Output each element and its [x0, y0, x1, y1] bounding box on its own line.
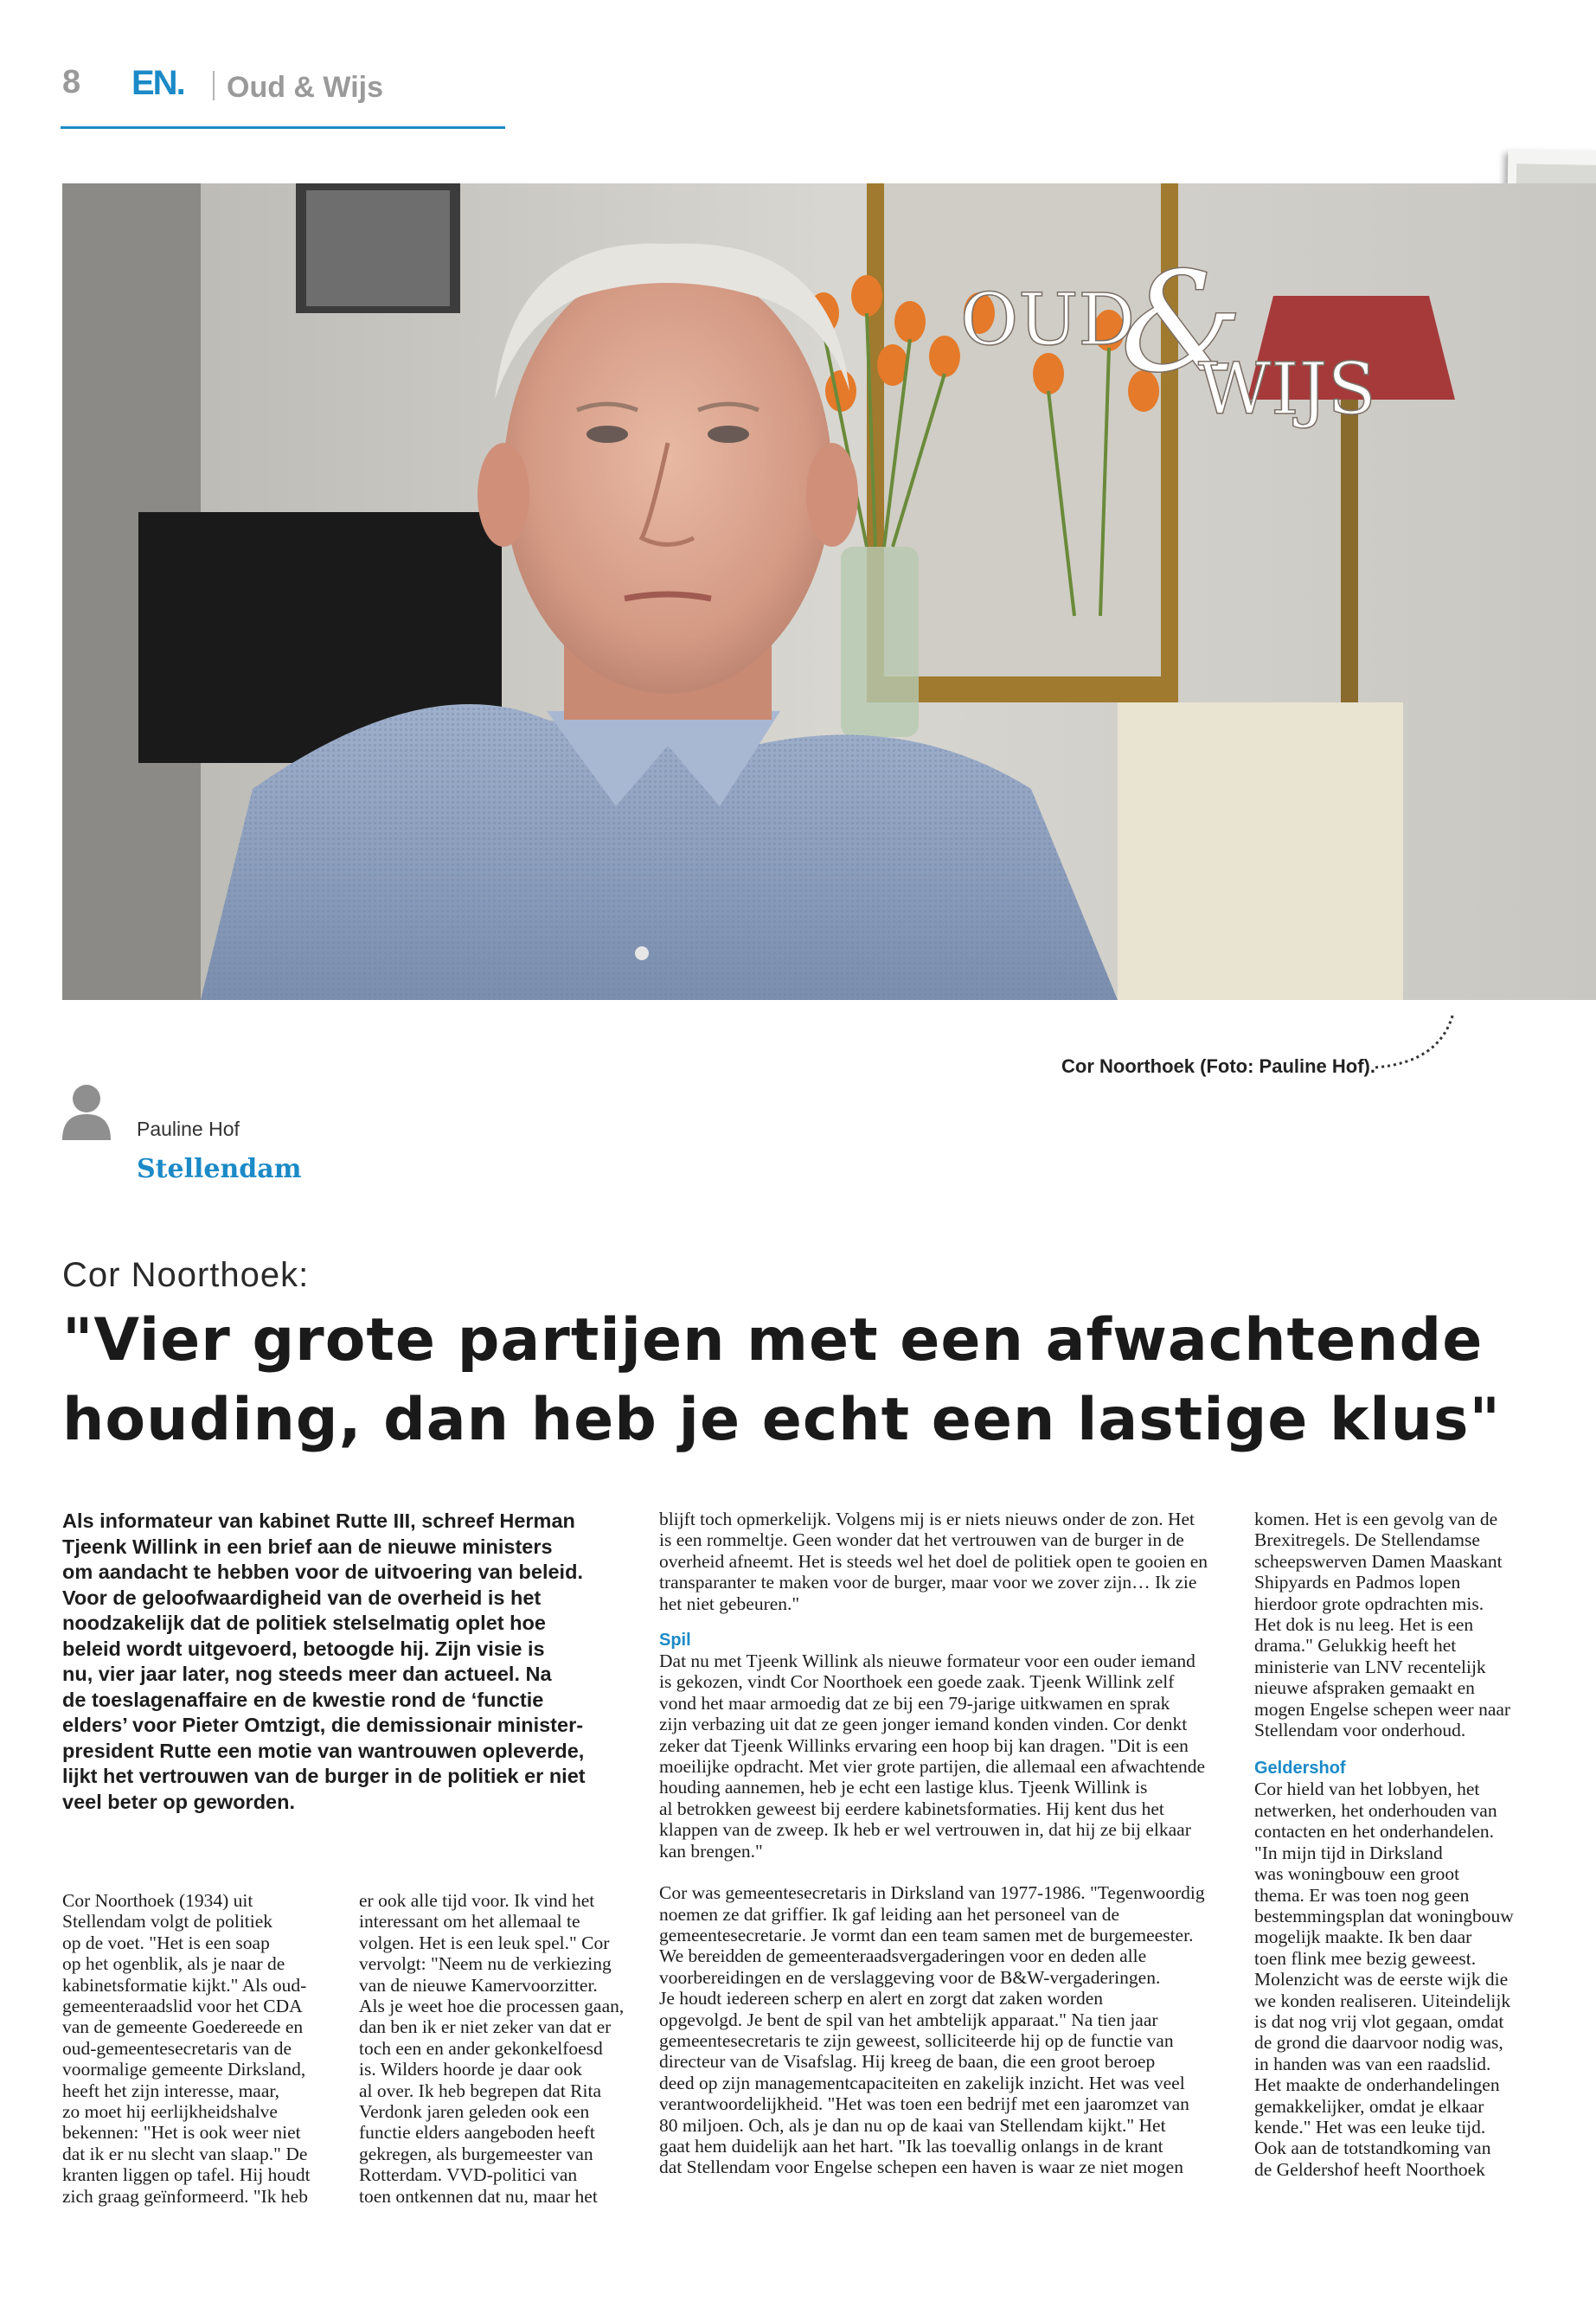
- body-line: mogen Engelse schepen weer naar: [1254, 1698, 1511, 1720]
- body-line: mogelijk maakte. Ik ben daar: [1254, 1926, 1472, 1948]
- body-line: kranten liggen op tafel. Hij houdt: [62, 2164, 311, 2186]
- body-line: thema. Er was toen nog geen: [1254, 1884, 1470, 1906]
- headline-line: "Vier grote partijen met een afwachtende: [62, 1306, 1484, 1375]
- body-line: op het ogenblik, als je naar de: [62, 1953, 285, 1975]
- body-line: kan brengen.": [659, 1840, 763, 1862]
- body-line: hierdoor grote opdrachten mis.: [1254, 1593, 1484, 1614]
- body-line: Het dok is nu leeg. Het is een: [1254, 1614, 1474, 1636]
- body-line: drama." Gelukkig heeft het: [1254, 1635, 1457, 1657]
- body-line: kabinetsformatie kijkt." Als oud-: [62, 1974, 307, 1996]
- body-line: zich graag geïnformeerd. "Ik heb: [62, 2185, 308, 2207]
- body-line: functie elders aangeboden heeft: [359, 2122, 595, 2144]
- body-line: Rotterdam. VVD-politici van: [359, 2164, 578, 2186]
- body-line: vervolgt: "Neem nu de verkiezing: [359, 1953, 612, 1975]
- body-line: houding aannemen, heb je echt een lastige klus. Tjeenk Willink is: [659, 1777, 1148, 1798]
- publication-logo: EN.: [131, 64, 184, 102]
- body-line: is dat nog vrij vlot gegaan, omdat: [1254, 2010, 1504, 2032]
- body-line: we konden realiseren. Uiteindelijk: [1254, 1990, 1511, 2011]
- body-line: toch een en ander gekonkelfoesd: [359, 2037, 603, 2059]
- body-line: de Geldershof heeft Noorthoek: [1254, 2158, 1485, 2180]
- intro-line: om aandacht te hebben voor de uitvoering van beleid.: [62, 1561, 583, 1583]
- body-line: Als je weet hoe die processen gaan,: [359, 1996, 625, 2017]
- intro-line: elders’ voor Pieter Omtzigt, die demissionair minister-: [62, 1714, 584, 1736]
- svg-text:OUD: OUD: [960, 279, 1136, 362]
- body-line: al betrokken geweest bij eerdere kabinetsformaties. Hij kent dus het: [659, 1798, 1164, 1819]
- intro-line: beleid wordt uitgevoerd, betoogde hij. Zijn visie is: [62, 1637, 545, 1660]
- body-line: Shipyards en Padmos lopen: [1254, 1572, 1461, 1593]
- body-line: Verdonk jaren geleden ook een: [359, 2101, 590, 2123]
- svg-text:WIJS: WIJS: [1198, 349, 1376, 431]
- headline: [62, 1301, 1550, 1460]
- subheading-spil: Spil: [659, 1631, 691, 1650]
- body-line: bekennen: "Het is ook weer niet: [62, 2122, 301, 2144]
- header-rule: [61, 126, 505, 129]
- body-line: 80 miljoen. Och, als je dan nu op de kaai van Stellendam kijkt." Het: [659, 2114, 1166, 2136]
- body-line: Stellendam voor onderhoud.: [1254, 1720, 1466, 1741]
- body-line: het niet gebeuren.": [659, 1593, 800, 1614]
- headline-line: houding, dan heb je echt een lastige klus": [62, 1386, 1501, 1454]
- article-intro: [62, 1509, 633, 1815]
- body-line: gemeenteraadslid voor het CDA: [62, 1996, 303, 2017]
- intro-line: lijkt het vertrouwen van de burger in de politiek er niet: [62, 1765, 586, 1787]
- body-line: scheepswerven Damen Maaskant: [1254, 1550, 1503, 1572]
- body-line: Brexitregels. De Stellendamse: [1254, 1529, 1480, 1551]
- body-line: kende." Het was een leuke tijd.: [1254, 2116, 1486, 2138]
- body-line: gemeentesecretaris te zijn geweest, solliciteerde hij op de functie van: [659, 2029, 1174, 2051]
- body-line: We bereidden de gemeenteraadsvergaderingen voor en deden alle: [659, 1945, 1147, 1967]
- body-line: van de nieuwe Kamervoorzitter.: [359, 1974, 598, 1996]
- body-line: netwerken, het onderhouden van: [1254, 1799, 1497, 1821]
- body-line: is gekozen, vindt Cor Noorthoek een goede zaak. Tjeenk Willink zelf: [659, 1671, 1175, 1693]
- body-line: Je houdt iedereen scherp en alert en zorgt dat zaken worden: [659, 1988, 1103, 2009]
- body-line: verantwoordelijkheid. "Het was toen een bedrijf met een jaaromzet van: [659, 2093, 1189, 2115]
- body-column-4: [1254, 1509, 1514, 2180]
- body-line: transparanter te maken voor de burger, maar voor we zover zijn… Ik zie: [659, 1572, 1197, 1593]
- header-separator: [213, 71, 215, 100]
- body-line: is. Wilders hoorde je daar ook: [359, 2059, 582, 2080]
- body-line: heeft het zijn interesse, maar,: [62, 2080, 280, 2101]
- body-line: de grond die daarvoor nodig was,: [1254, 2032, 1503, 2054]
- body-line: ministerie van LNV recentelijk: [1254, 1656, 1486, 1677]
- body-column-3: [659, 1509, 1208, 2178]
- body-column-2: [359, 1890, 624, 2207]
- body-line: oud-gemeentesecretaris van de: [62, 2037, 292, 2059]
- body-line: deed op zijn managementcapaciteiten en zakelijk inzicht. Het was veel: [659, 2072, 1185, 2093]
- body-line: vond het maar armoedig dat ze bij een 79-jarige uitkwamen en sprak: [659, 1692, 1170, 1714]
- body-line: in handen was van een raadslid.: [1254, 2053, 1491, 2074]
- oud-wijs-logo: [960, 249, 1445, 431]
- body-line: voormalige gemeente Dirksland,: [62, 2059, 306, 2080]
- author-avatar-icon: [62, 1083, 111, 1140]
- body-line: Cor Noorthoek (1934) uit: [62, 1890, 253, 1911]
- svg-text:&: &: [1120, 249, 1244, 403]
- intro-line: president Rutte een motie van wantrouwen opleverde,: [62, 1739, 585, 1762]
- body-line: komen. Het is een gevolg van de: [1254, 1509, 1498, 1529]
- body-line: moeilijke opdracht. Met vier grote partijen, die allemaal een afwachtende: [659, 1756, 1205, 1778]
- body-line: toen ontkennen dat nu, maar het: [359, 2185, 598, 2207]
- body-line: Ook aan de totstandkoming van: [1254, 2138, 1491, 2159]
- body-line: dan ben ik er niet zeker van dat er: [359, 2016, 612, 2038]
- body-line: Het maakte de onderhandelingen: [1254, 2074, 1500, 2096]
- intro-line: Als informateur van kabinet Rutte III, schreef Herman: [62, 1509, 575, 1532]
- intro-line: nu, vier jaar later, nog steeds meer dan actueel. Na: [62, 1663, 552, 1685]
- body-line: volgen. Het is een leuk spel." Cor: [359, 1932, 610, 1953]
- body-line: overheid afneemt. Het is steeds wel het doel de politiek open te gooien en: [659, 1550, 1208, 1572]
- body-line: gemeentesecretarie. Je vormt dan een team samen met de burgemeester.: [659, 1924, 1194, 1945]
- body-line: blijft toch opmerkelijk. Volgens mij is er niets nieuws onder de zon. Het: [659, 1509, 1195, 1529]
- body-column-1: [62, 1890, 311, 2207]
- body-line: Dat nu met Tjeenk Willink als nieuwe formateur voor een ouder iemand: [659, 1650, 1195, 1672]
- intro-line: Tjeenk Willink in een brief aan de nieuwe ministers: [62, 1535, 553, 1558]
- intro-line: de toeslagenaffaire en de kwestie rond de ‘functie: [62, 1688, 544, 1711]
- body-line: dat ik er nu slecht van slaap." De: [62, 2143, 308, 2164]
- body-line: toen flink mee bezig geweest.: [1254, 1947, 1477, 1969]
- body-line: directeur van de Visafslag. Hij kreeg de baan, die een groot beroep: [659, 2051, 1156, 2073]
- body-line: nieuwe afspraken gemaakt en: [1254, 1677, 1475, 1699]
- body-line: zijn verbazing uit dat ze geen jonger iemand konden vinden. Cor denkt: [659, 1714, 1188, 1735]
- page-number: 8: [62, 64, 81, 100]
- body-line: gaat hem duidelijk aan het hart. "Ik las toevallig onlangs in de krant: [659, 2135, 1163, 2157]
- body-line: bestemmingsplan dat woningbouw: [1254, 1905, 1514, 1926]
- body-line: is een rommeltje. Geen wonder dat het vertrouwen van de burger in de: [659, 1529, 1184, 1551]
- body-line: klappen van de zweep. Ik heb er wel vertrouwen in, dat hij ze bij elkaar: [659, 1819, 1191, 1841]
- body-line: Cor hield van het lobbyen, het: [1254, 1779, 1480, 1800]
- body-line: Stellendam volgt de politiek: [62, 1911, 273, 1932]
- body-line: contacten en het onderhandelen.: [1254, 1821, 1494, 1843]
- photo-caption: Cor Noorthoek (Foto: Pauline Hof).: [1061, 1055, 1375, 1077]
- body-line: van de gemeente Goedereede en: [62, 2016, 304, 2038]
- headline-kicker: Cor Noorthoek:: [62, 1256, 310, 1294]
- intro-line: noodzakelijk dat de politiek stelselmatig oplet hoe: [62, 1612, 546, 1634]
- intro-line: veel beter op geworden.: [62, 1790, 296, 1813]
- body-line: al over. Ik heb begrepen dat Rita: [359, 2080, 601, 2101]
- body-line: Molenzicht was de eerste wijk die: [1254, 1969, 1509, 1990]
- body-line: dat Stellendam voor Engelse schepen een haven is waar ze niet mogen: [659, 2157, 1183, 2178]
- subheading-geldershof: Geldershof: [1254, 1759, 1346, 1779]
- body-line: zeker dat Tjeenk Willinks ervaring een hoop bij kan dragen. "Dit is een: [659, 1734, 1189, 1756]
- section-name: Oud & Wijs: [227, 71, 384, 104]
- dateline-location: Stellendam: [137, 1154, 302, 1184]
- body-line: op de voet. "Het is een soap: [62, 1932, 270, 1953]
- body-line: gemakkelijker, omdat je elkaar: [1254, 2095, 1484, 2117]
- body-line: voorbereidingen en de verslaggeving voor de B&W-vergaderingen.: [659, 1966, 1161, 1988]
- intro-line: Voor de geloofwaardigheid van de overheid is het: [62, 1586, 542, 1609]
- body-line: gekregen, als burgemeester van: [359, 2143, 593, 2164]
- body-line: was woningbouw een groot: [1254, 1863, 1460, 1885]
- author-name: Pauline Hof: [137, 1118, 240, 1140]
- caption-pointer: [1371, 1009, 1466, 1078]
- body-line: Cor was gemeentesecretaris in Dirksland van 1977-1986. "Tegenwoordig: [659, 1882, 1205, 1904]
- body-line: opgevolgd. Je bent de spil van het ambtelijk apparaat." Na tien jaar: [659, 2009, 1158, 2030]
- body-line: zo moet hij eerlijkheidshalve: [62, 2101, 278, 2123]
- body-line: "In mijn tijd in Dirksland: [1254, 1842, 1443, 1863]
- body-line: noemen ze dat griffier. Ik gaf leiding aan het personeel van de: [659, 1903, 1120, 1925]
- body-line: interessant om het allemaal te: [359, 1911, 580, 1932]
- body-line: er ook alle tijd voor. Ik vind het: [359, 1890, 595, 1911]
